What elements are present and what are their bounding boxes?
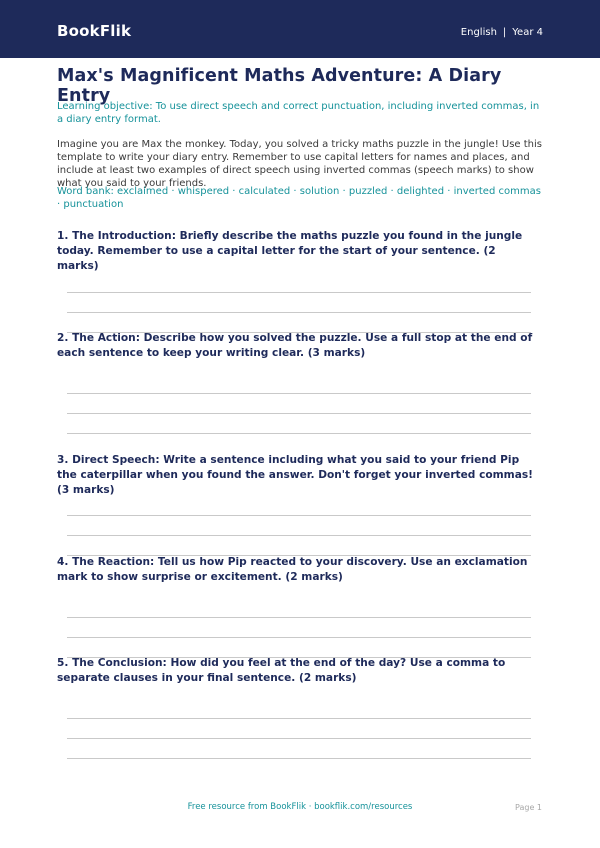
question-2: 2. The Action: Describe how you solved the puzzle. Use a full stop at the end of each sentence to keep your writing clear. (3 marks) xyxy=(57,332,533,359)
word-bank: Word bank: exclaimed · whispered · calculated · solution · puzzled · delighted · inverted commas · punctuation xyxy=(57,186,541,210)
answer-line[interactable] xyxy=(67,433,531,434)
year-label: Year 4 xyxy=(512,27,543,38)
answer-line[interactable] xyxy=(67,413,531,414)
footer-link[interactable]: Free resource from BookFlik · bookflik.com/resources xyxy=(187,802,413,812)
header-separator: | xyxy=(502,27,507,38)
question-4: 4. The Reaction: Tell us how Pip reacted to your discovery. Use an exclamation mark to show surprise or excitement. (2 marks) xyxy=(57,556,528,583)
learning-objective: Learning objective: To use direct speech and correct punctuation, including inverted commas, in a diary entry format. xyxy=(57,101,540,125)
page-number: Page 1 xyxy=(515,803,542,812)
answer-line[interactable] xyxy=(67,535,531,536)
question-3: 3. Direct Speech: Write a sentence including what you said to your friend Pip the caterpillar when you found the answer. Don't forget your inverted commas! (3 marks) xyxy=(57,454,533,496)
answer-line[interactable] xyxy=(67,738,531,739)
answer-line[interactable] xyxy=(67,617,531,618)
header-meta xyxy=(461,27,543,38)
answer-line[interactable] xyxy=(67,515,531,516)
header-bar xyxy=(0,0,600,58)
question-1: 1. The Introduction: Briefly describe the maths puzzle you found in the jungle today. Remember to use a capital letter for the start of your sentence. (2 marks) xyxy=(57,230,523,272)
answer-line[interactable] xyxy=(67,718,531,719)
intro-paragraph: Imagine you are Max the monkey. Today, you solved a tricky maths puzzle in the jungle! Use this template to write your diary entry. Remember to use capital letters for names and places, and include at least two examples of direct speech using inverted commas (speech marks) to show what you said to your friends. xyxy=(57,139,542,189)
subject-label: English xyxy=(460,27,497,38)
answer-line[interactable] xyxy=(67,292,531,293)
question-5: 5. The Conclusion: How did you feel at the end of the day? Use a comma to separate clauses in your final sentence. (2 marks) xyxy=(57,657,506,684)
brand-logo: BookFlik xyxy=(57,22,132,40)
answer-line[interactable] xyxy=(67,758,531,759)
answer-line[interactable] xyxy=(67,393,531,394)
answer-line[interactable] xyxy=(67,312,531,313)
answer-line[interactable] xyxy=(67,637,531,638)
page-title: Max's Magnificent Maths Adventure: A Diary Entry xyxy=(57,66,502,106)
